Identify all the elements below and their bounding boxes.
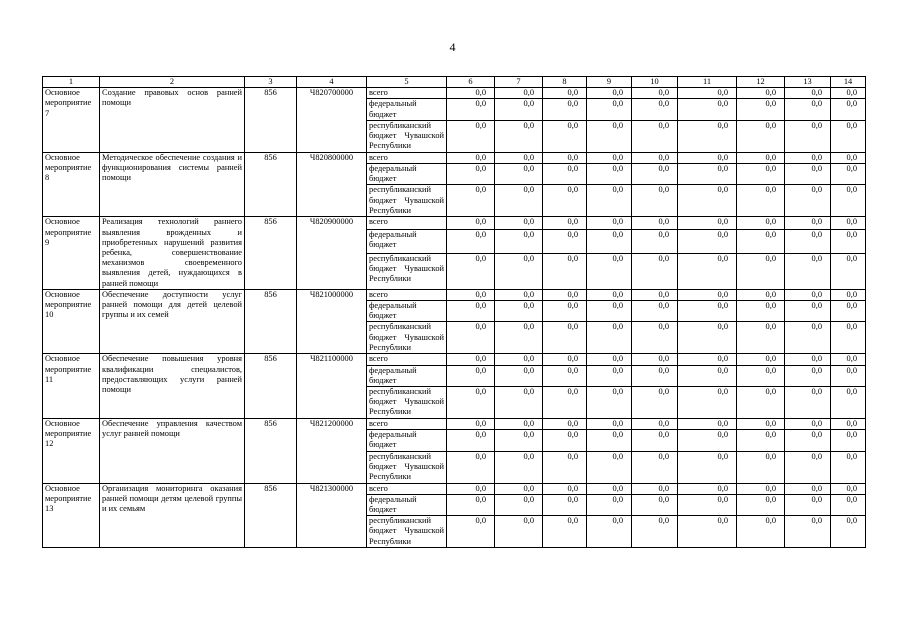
amount-cell: 0,0: [831, 289, 866, 300]
amount-cell: 0,0: [737, 494, 785, 515]
amount-cell: 0,0: [447, 88, 495, 99]
amount-cell: 0,0: [495, 185, 543, 217]
funding-source-cell: всего: [367, 419, 447, 430]
event-type-cell: Основное мероприятие 9: [43, 217, 100, 289]
amount-cell: 0,0: [737, 229, 785, 253]
amount-cell: 0,0: [543, 185, 587, 217]
funding-source-cell: республиканский бюджет Чувашской Республики: [367, 120, 447, 152]
amount-cell: 0,0: [678, 322, 737, 354]
amount-cell: 0,0: [495, 301, 543, 322]
column-header: 3: [245, 77, 297, 88]
amount-cell: 0,0: [543, 354, 587, 365]
funding-source-cell: федеральный бюджет: [367, 301, 447, 322]
funding-source-cell: федеральный бюджет: [367, 99, 447, 120]
amount-cell: 0,0: [678, 164, 737, 185]
amount-cell: 0,0: [678, 217, 737, 230]
amount-cell: 0,0: [737, 164, 785, 185]
funding-source-cell: республиканский бюджет Чувашской Республики: [367, 322, 447, 354]
amount-cell: 0,0: [737, 451, 785, 483]
amount-cell: 0,0: [447, 494, 495, 515]
ministry-code-cell: 856: [245, 419, 297, 484]
budget-code-cell: Ч821200000: [297, 419, 367, 484]
amount-cell: 0,0: [831, 185, 866, 217]
amount-cell: 0,0: [737, 365, 785, 386]
amount-cell: 0,0: [632, 322, 678, 354]
amount-cell: 0,0: [587, 164, 632, 185]
amount-cell: 0,0: [587, 483, 632, 494]
funding-source-cell: республиканский бюджет Чувашской Республики: [367, 516, 447, 548]
amount-cell: 0,0: [632, 419, 678, 430]
amount-cell: 0,0: [632, 387, 678, 419]
budget-code-cell: Ч821000000: [297, 289, 367, 354]
amount-cell: 0,0: [447, 419, 495, 430]
event-type-cell: Основное мероприятие 11: [43, 354, 100, 419]
amount-cell: 0,0: [831, 120, 866, 152]
amount-cell: 0,0: [632, 430, 678, 451]
amount-cell: 0,0: [831, 354, 866, 365]
column-header: 1: [43, 77, 100, 88]
amount-cell: 0,0: [737, 387, 785, 419]
amount-cell: 0,0: [543, 494, 587, 515]
event-name-cell: Организация мониторинга оказания ранней помощи детям целевой группы и их семьям: [100, 483, 245, 548]
amount-cell: 0,0: [737, 483, 785, 494]
amount-cell: 0,0: [632, 354, 678, 365]
amount-cell: 0,0: [543, 451, 587, 483]
amount-cell: 0,0: [495, 430, 543, 451]
amount-cell: 0,0: [632, 120, 678, 152]
amount-cell: 0,0: [587, 88, 632, 99]
amount-cell: 0,0: [447, 120, 495, 152]
amount-cell: 0,0: [587, 494, 632, 515]
column-header: 13: [785, 77, 831, 88]
amount-cell: 0,0: [785, 229, 831, 253]
amount-cell: 0,0: [587, 152, 632, 163]
amount-cell: 0,0: [587, 322, 632, 354]
budget-code-cell: Ч821300000: [297, 483, 367, 548]
amount-cell: 0,0: [737, 120, 785, 152]
amount-cell: 0,0: [831, 253, 866, 289]
amount-cell: 0,0: [632, 451, 678, 483]
funding-source-cell: всего: [367, 483, 447, 494]
funding-source-cell: всего: [367, 152, 447, 163]
amount-cell: 0,0: [587, 516, 632, 548]
amount-cell: 0,0: [495, 88, 543, 99]
amount-cell: 0,0: [678, 483, 737, 494]
amount-cell: 0,0: [737, 354, 785, 365]
amount-cell: 0,0: [678, 185, 737, 217]
amount-cell: 0,0: [495, 365, 543, 386]
amount-cell: 0,0: [678, 494, 737, 515]
amount-cell: 0,0: [447, 322, 495, 354]
amount-cell: 0,0: [831, 152, 866, 163]
event-type-cell: Основное мероприятие 12: [43, 419, 100, 484]
amount-cell: 0,0: [632, 253, 678, 289]
amount-cell: 0,0: [831, 451, 866, 483]
page-number: 4: [449, 40, 456, 54]
amount-cell: 0,0: [632, 494, 678, 515]
ministry-code-cell: 856: [245, 354, 297, 419]
amount-cell: 0,0: [543, 365, 587, 386]
amount-cell: 0,0: [785, 120, 831, 152]
event-name-cell: Создание правовых основ ранней помощи: [100, 88, 245, 153]
amount-cell: 0,0: [447, 483, 495, 494]
amount-cell: 0,0: [678, 253, 737, 289]
amount-cell: 0,0: [447, 164, 495, 185]
amount-cell: 0,0: [632, 152, 678, 163]
amount-cell: 0,0: [495, 483, 543, 494]
amount-cell: 0,0: [831, 322, 866, 354]
amount-cell: 0,0: [737, 516, 785, 548]
amount-cell: 0,0: [543, 516, 587, 548]
amount-cell: 0,0: [543, 430, 587, 451]
budget-code-cell: Ч820700000: [297, 88, 367, 153]
amount-cell: 0,0: [587, 217, 632, 230]
amount-cell: 0,0: [785, 322, 831, 354]
amount-cell: 0,0: [587, 253, 632, 289]
funding-source-cell: республиканский бюджет Чувашской Республики: [367, 185, 447, 217]
event-type-cell: Основное мероприятие 7: [43, 88, 100, 153]
amount-cell: 0,0: [495, 289, 543, 300]
column-header: 7: [495, 77, 543, 88]
amount-cell: 0,0: [737, 289, 785, 300]
amount-cell: 0,0: [495, 322, 543, 354]
amount-cell: 0,0: [678, 354, 737, 365]
amount-cell: 0,0: [737, 322, 785, 354]
ministry-code-cell: 856: [245, 483, 297, 548]
amount-cell: 0,0: [737, 253, 785, 289]
amount-cell: 0,0: [737, 430, 785, 451]
amount-cell: 0,0: [785, 88, 831, 99]
amount-cell: 0,0: [447, 354, 495, 365]
amount-cell: 0,0: [447, 289, 495, 300]
amount-cell: 0,0: [831, 365, 866, 386]
amount-cell: 0,0: [785, 419, 831, 430]
ministry-code-cell: 856: [245, 217, 297, 289]
amount-cell: 0,0: [737, 88, 785, 99]
amount-cell: 0,0: [678, 152, 737, 163]
amount-cell: 0,0: [785, 451, 831, 483]
amount-cell: 0,0: [785, 289, 831, 300]
column-header: 14: [831, 77, 866, 88]
amount-cell: 0,0: [495, 354, 543, 365]
amount-cell: 0,0: [831, 483, 866, 494]
table-row: [43, 419, 866, 430]
amount-cell: 0,0: [543, 99, 587, 120]
amount-cell: 0,0: [737, 152, 785, 163]
table-row: [43, 217, 866, 230]
amount-cell: 0,0: [447, 516, 495, 548]
amount-cell: 0,0: [678, 99, 737, 120]
funding-source-cell: федеральный бюджет: [367, 430, 447, 451]
amount-cell: 0,0: [831, 217, 866, 230]
funding-source-cell: федеральный бюджет: [367, 365, 447, 386]
amount-cell: 0,0: [447, 365, 495, 386]
table-row: [43, 152, 866, 163]
event-name-cell: Реализация технологий раннего выявления врожденных и приобретенных нарушений развития ребенка, совершенствование механизмов своевременного выявления детей, нуждающихся в ранней помощи: [100, 217, 245, 289]
amount-cell: 0,0: [678, 430, 737, 451]
table-body: [43, 88, 866, 548]
amount-cell: 0,0: [632, 217, 678, 230]
amount-cell: 0,0: [587, 99, 632, 120]
amount-cell: 0,0: [543, 301, 587, 322]
amount-cell: 0,0: [831, 229, 866, 253]
amount-cell: 0,0: [447, 253, 495, 289]
amount-cell: 0,0: [831, 494, 866, 515]
amount-cell: 0,0: [495, 494, 543, 515]
amount-cell: 0,0: [632, 185, 678, 217]
amount-cell: 0,0: [632, 516, 678, 548]
amount-cell: 0,0: [587, 354, 632, 365]
ministry-code-cell: 856: [245, 289, 297, 354]
funding-source-cell: республиканский бюджет Чувашской Республики: [367, 253, 447, 289]
amount-cell: 0,0: [495, 387, 543, 419]
column-header: 10: [632, 77, 678, 88]
event-name-cell: Обеспечение управления качеством услуг ранней помощи: [100, 419, 245, 484]
amount-cell: 0,0: [785, 483, 831, 494]
budget-code-cell: Ч821100000: [297, 354, 367, 419]
column-header: 6: [447, 77, 495, 88]
amount-cell: 0,0: [632, 483, 678, 494]
amount-cell: 0,0: [587, 229, 632, 253]
amount-cell: 0,0: [447, 185, 495, 217]
amount-cell: 0,0: [831, 387, 866, 419]
amount-cell: 0,0: [495, 120, 543, 152]
amount-cell: 0,0: [587, 419, 632, 430]
amount-cell: 0,0: [785, 99, 831, 120]
amount-cell: 0,0: [543, 164, 587, 185]
amount-cell: 0,0: [785, 387, 831, 419]
column-header: 2: [100, 77, 245, 88]
amount-cell: 0,0: [587, 451, 632, 483]
amount-cell: 0,0: [737, 185, 785, 217]
funding-source-cell: федеральный бюджет: [367, 164, 447, 185]
event-name-cell: Методическое обеспечение создания и функционирования системы ранней помощи: [100, 152, 245, 217]
amount-cell: 0,0: [587, 289, 632, 300]
event-type-cell: Основное мероприятие 10: [43, 289, 100, 354]
amount-cell: 0,0: [495, 253, 543, 289]
amount-cell: 0,0: [587, 430, 632, 451]
amount-cell: 0,0: [831, 516, 866, 548]
amount-cell: 0,0: [785, 253, 831, 289]
amount-cell: 0,0: [495, 164, 543, 185]
funding-source-cell: федеральный бюджет: [367, 494, 447, 515]
amount-cell: 0,0: [831, 88, 866, 99]
amount-cell: 0,0: [632, 301, 678, 322]
amount-cell: 0,0: [632, 99, 678, 120]
amount-cell: 0,0: [831, 430, 866, 451]
amount-cell: 0,0: [678, 88, 737, 99]
table-row: [43, 354, 866, 365]
column-header: 12: [737, 77, 785, 88]
amount-cell: 0,0: [447, 217, 495, 230]
amount-cell: 0,0: [678, 289, 737, 300]
amount-cell: 0,0: [678, 120, 737, 152]
amount-cell: 0,0: [543, 88, 587, 99]
amount-cell: 0,0: [447, 99, 495, 120]
amount-cell: 0,0: [495, 451, 543, 483]
column-header: 11: [678, 77, 737, 88]
amount-cell: 0,0: [495, 99, 543, 120]
amount-cell: 0,0: [543, 483, 587, 494]
amount-cell: 0,0: [543, 419, 587, 430]
amount-cell: 0,0: [447, 387, 495, 419]
amount-cell: 0,0: [543, 152, 587, 163]
amount-cell: 0,0: [737, 217, 785, 230]
amount-cell: 0,0: [447, 430, 495, 451]
amount-cell: 0,0: [678, 516, 737, 548]
column-header: 4: [297, 77, 367, 88]
amount-cell: 0,0: [495, 516, 543, 548]
amount-cell: 0,0: [587, 301, 632, 322]
amount-cell: 0,0: [543, 120, 587, 152]
amount-cell: 0,0: [587, 365, 632, 386]
amount-cell: 0,0: [737, 419, 785, 430]
amount-cell: 0,0: [495, 217, 543, 230]
table-row: [43, 88, 866, 99]
table-header: [43, 77, 866, 88]
amount-cell: 0,0: [678, 365, 737, 386]
ministry-code-cell: 856: [245, 152, 297, 217]
amount-cell: 0,0: [632, 289, 678, 300]
amount-cell: 0,0: [447, 451, 495, 483]
column-number-row: [43, 77, 866, 88]
amount-cell: 0,0: [587, 185, 632, 217]
amount-cell: 0,0: [632, 88, 678, 99]
amount-cell: 0,0: [785, 217, 831, 230]
amount-cell: 0,0: [543, 217, 587, 230]
amount-cell: 0,0: [785, 185, 831, 217]
amount-cell: 0,0: [632, 229, 678, 253]
amount-cell: 0,0: [447, 152, 495, 163]
funding-source-cell: республиканский бюджет Чувашской Республики: [367, 387, 447, 419]
event-name-cell: Обеспечение доступности услуг ранней помощи для детей целевой группы и их семей: [100, 289, 245, 354]
amount-cell: 0,0: [785, 301, 831, 322]
table-row: [43, 289, 866, 300]
amount-cell: 0,0: [785, 365, 831, 386]
budget-code-cell: Ч820800000: [297, 152, 367, 217]
funding-source-cell: всего: [367, 354, 447, 365]
amount-cell: 0,0: [495, 419, 543, 430]
amount-cell: 0,0: [678, 451, 737, 483]
funding-source-cell: всего: [367, 289, 447, 300]
amount-cell: 0,0: [447, 229, 495, 253]
amount-cell: 0,0: [543, 229, 587, 253]
amount-cell: 0,0: [587, 387, 632, 419]
amount-cell: 0,0: [495, 229, 543, 253]
event-type-cell: Основное мероприятие 13: [43, 483, 100, 548]
amount-cell: 0,0: [495, 152, 543, 163]
amount-cell: 0,0: [447, 301, 495, 322]
amount-cell: 0,0: [543, 322, 587, 354]
amount-cell: 0,0: [831, 301, 866, 322]
amount-cell: 0,0: [785, 354, 831, 365]
ministry-code-cell: 856: [245, 88, 297, 153]
event-type-cell: Основное мероприятие 8: [43, 152, 100, 217]
amount-cell: 0,0: [678, 419, 737, 430]
amount-cell: 0,0: [678, 229, 737, 253]
amount-cell: 0,0: [785, 516, 831, 548]
amount-cell: 0,0: [543, 253, 587, 289]
amount-cell: 0,0: [831, 164, 866, 185]
program-table: [42, 76, 866, 548]
amount-cell: 0,0: [737, 301, 785, 322]
amount-cell: 0,0: [678, 301, 737, 322]
amount-cell: 0,0: [785, 164, 831, 185]
amount-cell: 0,0: [543, 289, 587, 300]
amount-cell: 0,0: [785, 494, 831, 515]
column-header: 5: [367, 77, 447, 88]
amount-cell: 0,0: [632, 365, 678, 386]
amount-cell: 0,0: [678, 387, 737, 419]
amount-cell: 0,0: [587, 120, 632, 152]
column-header: 8: [543, 77, 587, 88]
amount-cell: 0,0: [831, 99, 866, 120]
budget-code-cell: Ч820900000: [297, 217, 367, 289]
amount-cell: 0,0: [632, 164, 678, 185]
funding-source-cell: всего: [367, 217, 447, 230]
funding-source-cell: федеральный бюджет: [367, 229, 447, 253]
amount-cell: 0,0: [831, 419, 866, 430]
amount-cell: 0,0: [785, 430, 831, 451]
table-row: [43, 483, 866, 494]
amount-cell: 0,0: [737, 99, 785, 120]
funding-source-cell: республиканский бюджет Чувашской Республики: [367, 451, 447, 483]
column-header: 9: [587, 77, 632, 88]
amount-cell: 0,0: [785, 152, 831, 163]
funding-source-cell: всего: [367, 88, 447, 99]
event-name-cell: Обеспечение повышения уровня квалификации специалистов, предоставляющих услуги ранней помощи: [100, 354, 245, 419]
amount-cell: 0,0: [543, 387, 587, 419]
